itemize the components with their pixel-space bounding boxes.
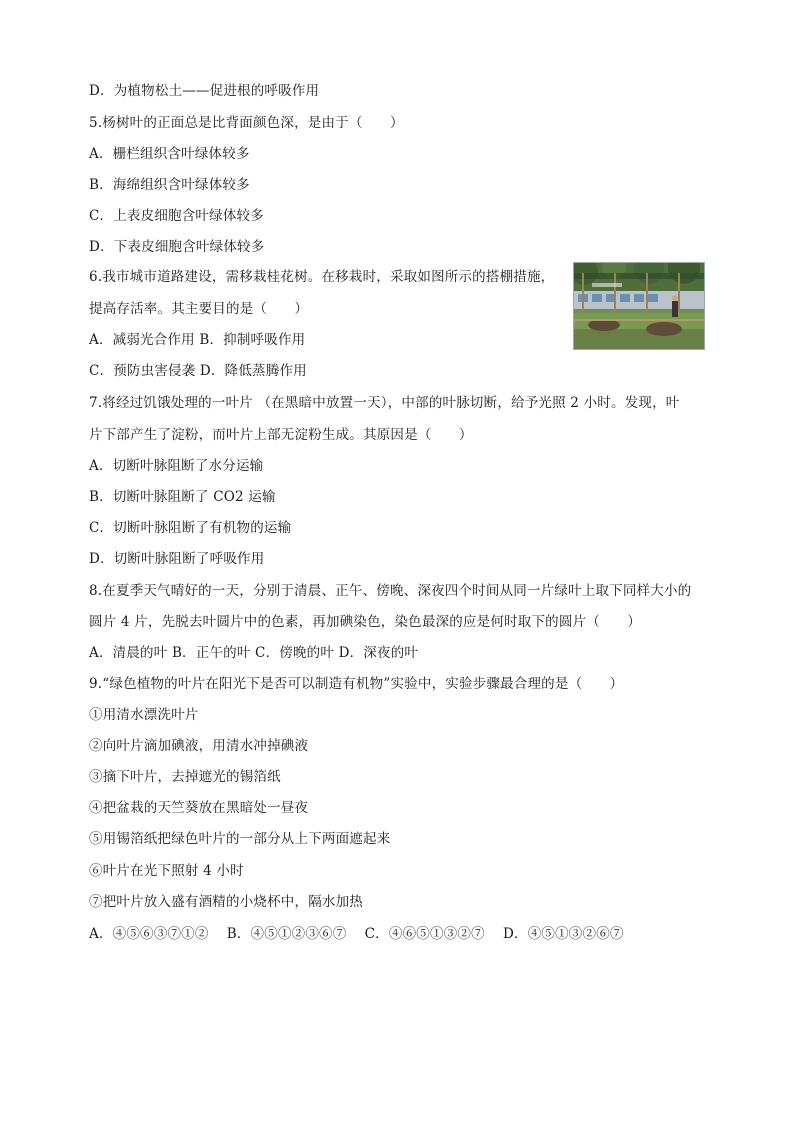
option-4d: D．为植物松土——促进根的呼吸作用 (89, 83, 320, 99)
step-3: ③摘下叶片，去掉遮光的锡箔纸 (89, 769, 281, 785)
options-6-ab: A．减弱光合作用 B．抑制呼吸作用 (89, 332, 306, 348)
shade-shed-photo (573, 262, 705, 350)
shade-shed-image (574, 263, 704, 349)
step-1: ①用清水漂洗叶片 (89, 707, 199, 723)
step-2: ②向叶片滴加碘液，用清水冲掉碘液 (89, 738, 309, 754)
option-5d: D．下表皮细胞含叶绿体较多 (89, 239, 265, 255)
option-5b: B．海绵组织含叶绿体较多 (89, 177, 250, 193)
option-7d: D．切断叶脉阻断了呼吸作用 (89, 551, 265, 567)
option-5a: A．栅栏组织含叶绿体较多 (89, 146, 250, 162)
options-6-cd: C．预防虫害侵袭 D．降低蒸腾作用 (89, 363, 307, 379)
question-7-line-1: 7.将经过饥饿处理的一叶片 （在黑暗中放置一天），中部的叶脉切断，给予光照 2 小时。发现，叶 (89, 395, 680, 411)
question-9: 9.“绿色植物的叶片在阳光下是否可以制造有机物”实验中，实验步骤最合理的是（ ） (89, 676, 624, 692)
question-8-line-2: 圆片 4 片，先脱去叶圆片中的色素，再加碘染色，染色最深的应是何时取下的圆片（ ） (89, 614, 642, 630)
question-6-line-1: 6.我市城市道路建设，需移栽桂花树。在移栽时，采取如图所示的搭棚措施， (89, 269, 555, 285)
step-6: ⑥叶片在光下照射 4 小时 (89, 863, 244, 879)
option-7c: C．切断叶脉阻断了有机物的运输 (89, 520, 292, 536)
option-5c: C．上表皮细胞含叶绿体较多 (89, 208, 264, 224)
step-4: ④把盆栽的天竺葵放在黑暗处一昼夜 (89, 800, 309, 816)
question-7-line-2: 片下部产生了淀粉，而叶片上部无淀粉生成。其原因是（ ） (89, 427, 473, 443)
option-7b: B．切断叶脉阻断了 CO2 运输 (89, 489, 276, 505)
option-7a: A．切断叶脉阻断了水分运输 (89, 458, 264, 474)
question-6-line-2: 提高存活率。其主要目的是（ ） (89, 301, 309, 317)
question-5: 5.杨树叶的正面总是比背面颜色深，是由于（ ） (89, 115, 404, 131)
options-9: A．④⑤⑥③⑦①② B．④⑤①②③⑥⑦ C．④⑥⑤①③②⑦ D．④⑤①③②⑥⑦ (89, 926, 624, 942)
options-8: A．清晨的叶 B．正午的叶 C．傍晚的叶 D．深夜的叶 (89, 645, 419, 661)
step-7: ⑦把叶片放入盛有酒精的小烧杯中，隔水加热 (89, 894, 363, 910)
step-5: ⑤用锡箔纸把绿色叶片的一部分从上下两面遮起来 (89, 831, 391, 847)
question-8-line-1: 8.在夏季天气晴好的一天，分别于清晨、正午、傍晚、深夜四个时间从同一片绿叶上取下同样大小的 (89, 583, 692, 599)
